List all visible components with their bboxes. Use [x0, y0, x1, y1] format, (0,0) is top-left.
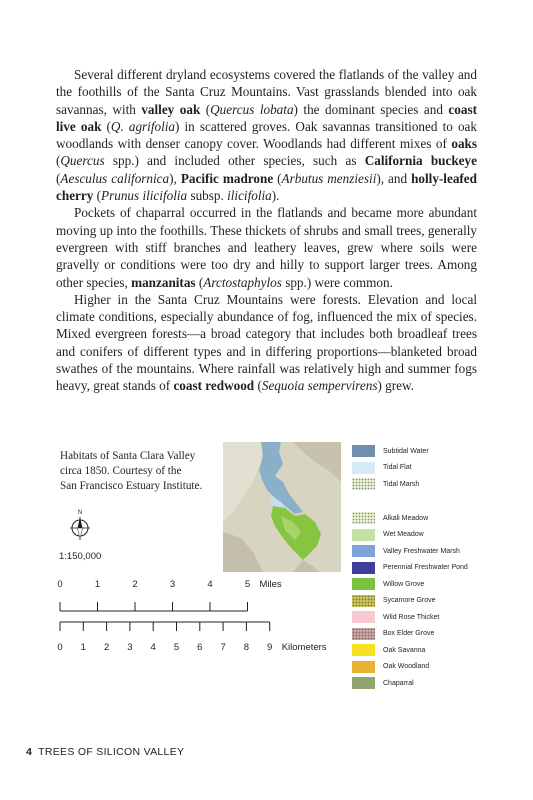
km-tick-label: 6 [197, 642, 203, 653]
legend-item [352, 578, 424, 590]
text-run: ) grew. [377, 378, 414, 394]
legend-swatch [352, 578, 375, 590]
locator-map [223, 442, 341, 572]
body-paragraph [56, 66, 477, 204]
legend-item [352, 512, 428, 524]
legend-label: Box Elder Grove [383, 630, 435, 637]
common-name: coast redwood [173, 378, 255, 394]
locator-map-image [223, 442, 341, 572]
body-paragraph [56, 204, 477, 290]
legend-label: Chaparral [383, 679, 414, 687]
legend-item [352, 545, 460, 557]
miles-tick-label: 2 [132, 579, 138, 590]
common-name: coast live oak [56, 101, 477, 134]
legend-label: Wild Rose Thicket [383, 613, 440, 621]
legend-label: Willow Grove [383, 580, 425, 588]
text-run: ( [254, 378, 262, 394]
north-arrow-icon [67, 508, 93, 542]
legend-label: Subtidal Water [383, 447, 429, 455]
km-tick-label: 3 [127, 642, 133, 653]
legend-label: Sycamore Grove [383, 597, 436, 604]
km-tick-label: 7 [220, 642, 226, 653]
text-run: ( [56, 170, 61, 186]
legend-swatch [352, 628, 375, 640]
legend-item [352, 529, 424, 541]
text-run: spp.) were common. [281, 274, 393, 290]
text-run: ). [271, 188, 280, 204]
legend-swatch [352, 462, 375, 474]
legend-swatch [352, 445, 375, 457]
km-unit-label: Kilometers [281, 642, 327, 653]
common-name: oaks [451, 136, 477, 152]
text-run: ( [200, 101, 211, 117]
legend-item [352, 628, 434, 640]
legend-swatch [352, 545, 375, 557]
miles-tick-label: 4 [207, 579, 213, 590]
legend-swatch [352, 677, 375, 689]
scientific-name: ilicifolia [227, 188, 272, 204]
km-tick-label: 1 [80, 642, 86, 653]
legend-swatch [352, 611, 375, 623]
legend-swatch [352, 644, 375, 656]
km-tick-label: 9 [267, 642, 273, 653]
common-name: manzanitas [131, 274, 196, 290]
text-run: ) in scattered groves. Oak savannas transitioned to oak woodlands with denser canopy cover. Woodlands had different mixes of [56, 118, 477, 152]
legend-swatch [352, 595, 375, 607]
scientific-name: Q. agrifolia [110, 118, 176, 134]
text-run: subsp. [187, 188, 228, 204]
legend-swatch [352, 512, 375, 524]
scientific-name: Quercus [60, 153, 105, 169]
scientific-name: Quercus lobata [210, 101, 294, 117]
text-run: ), and [376, 170, 412, 186]
legend-label: Valley Freshwater Marsh [383, 547, 460, 555]
km-tick-label: 5 [173, 642, 180, 653]
text-run: ( [56, 153, 61, 169]
miles-tick-label: 3 [169, 579, 176, 590]
legend-item [352, 478, 419, 490]
legend-swatch [352, 478, 375, 490]
text-run: spp.) and included other species, such as [104, 153, 365, 169]
body-paragraph [56, 291, 477, 395]
text-run: Higher in the Santa Cruz Mountains were forests. Elevation and local climate conditions, especially abundance of fog, influenced the mix of species. Mixed evergreen forests—a broad category that includes both broadleaf trees and conifers of different types and in differing proportions—blanketed broad swathes of the mountains. Where rainfall was relatively high and summer fogs heavy, great stands of [56, 291, 477, 394]
km-tick-label: 2 [103, 642, 110, 653]
km-tick-label: 8 [243, 642, 250, 653]
legend-item [352, 644, 425, 656]
caption-line: Habitats of Santa Clara Valley [60, 450, 196, 462]
km-tick-label: 0 [57, 642, 63, 653]
text-run: Pockets of chaparral occurred in the flatlands and became more abundant moving up into the foothills. These thickets of shrubs and small trees, generally evergreen with stiff branches and leathery leaves, grew where soils were gravelly or conditions were too dry and hilly to support larger trees. Among other species, [56, 205, 477, 290]
legend-swatch [352, 661, 375, 673]
body-text [56, 66, 477, 395]
miles-tick-label: 0 [57, 579, 63, 590]
text-run: ( [195, 274, 204, 290]
legend-label: Wet Meadow [383, 531, 424, 538]
legend-item [352, 661, 429, 673]
legend-item [352, 595, 436, 607]
legend-swatch [352, 562, 375, 574]
north-label: N [77, 510, 83, 516]
common-name: California buckeye [364, 153, 477, 169]
legend-label: Tidal Flat [383, 464, 412, 471]
km-tick-label: 4 [150, 642, 156, 653]
legend-item [352, 462, 412, 474]
legend-label: Tidal Marsh [383, 480, 420, 488]
text-run: ( [93, 188, 102, 204]
legend-label: Oak Savanna [383, 646, 426, 654]
caption-line: circa 1850. Courtesy of the [60, 465, 182, 478]
legend-label: Oak Woodland [383, 663, 430, 670]
caption-line: San Francisco Estuary Institute. [60, 480, 203, 493]
scientific-name: Prunus ilicifolia [101, 188, 188, 204]
miles-tick-label: 5 [244, 579, 251, 590]
scientific-name: Sequoia sempervirens [261, 378, 378, 394]
text-run: ( [273, 170, 282, 186]
common-name: Pacific madrone [180, 170, 274, 186]
legend-label: Alkali Meadow [383, 514, 429, 522]
text-run: ) the dominant species and [293, 101, 449, 117]
scientific-name: Arbutus menziesii [281, 170, 377, 186]
scale-bars [54, 575, 344, 660]
common-name: holly-leafed cherry [56, 170, 477, 204]
legend-swatch [352, 529, 375, 541]
scale-ratio: 1:150,000 [59, 551, 102, 562]
text-run: ), [169, 170, 181, 186]
text-run: ( [101, 118, 111, 134]
miles-unit-label: Miles [259, 579, 282, 590]
legend-item [352, 677, 414, 689]
legend-item [352, 611, 439, 623]
legend-item [352, 562, 468, 574]
page-number: 4 [26, 746, 33, 758]
legend-item [352, 445, 429, 457]
running-title: TREES OF SILICON VALLEY [38, 746, 185, 758]
miles-tick-label: 1 [94, 579, 101, 590]
page-footer [26, 746, 184, 758]
legend-label: Perennial Freshwater Pond [383, 564, 468, 571]
north-arrow [67, 508, 93, 542]
text-run: Several different dryland ecosystems covered the flatlands of the valley and the foothills of the Santa Cruz Mountains. Vast grasslands blended into oak savannas, with [56, 67, 477, 117]
common-name: valley oak [141, 101, 201, 117]
scientific-name: Aesculus californica [60, 170, 170, 186]
scientific-name: Arctostaphylos [203, 274, 282, 290]
